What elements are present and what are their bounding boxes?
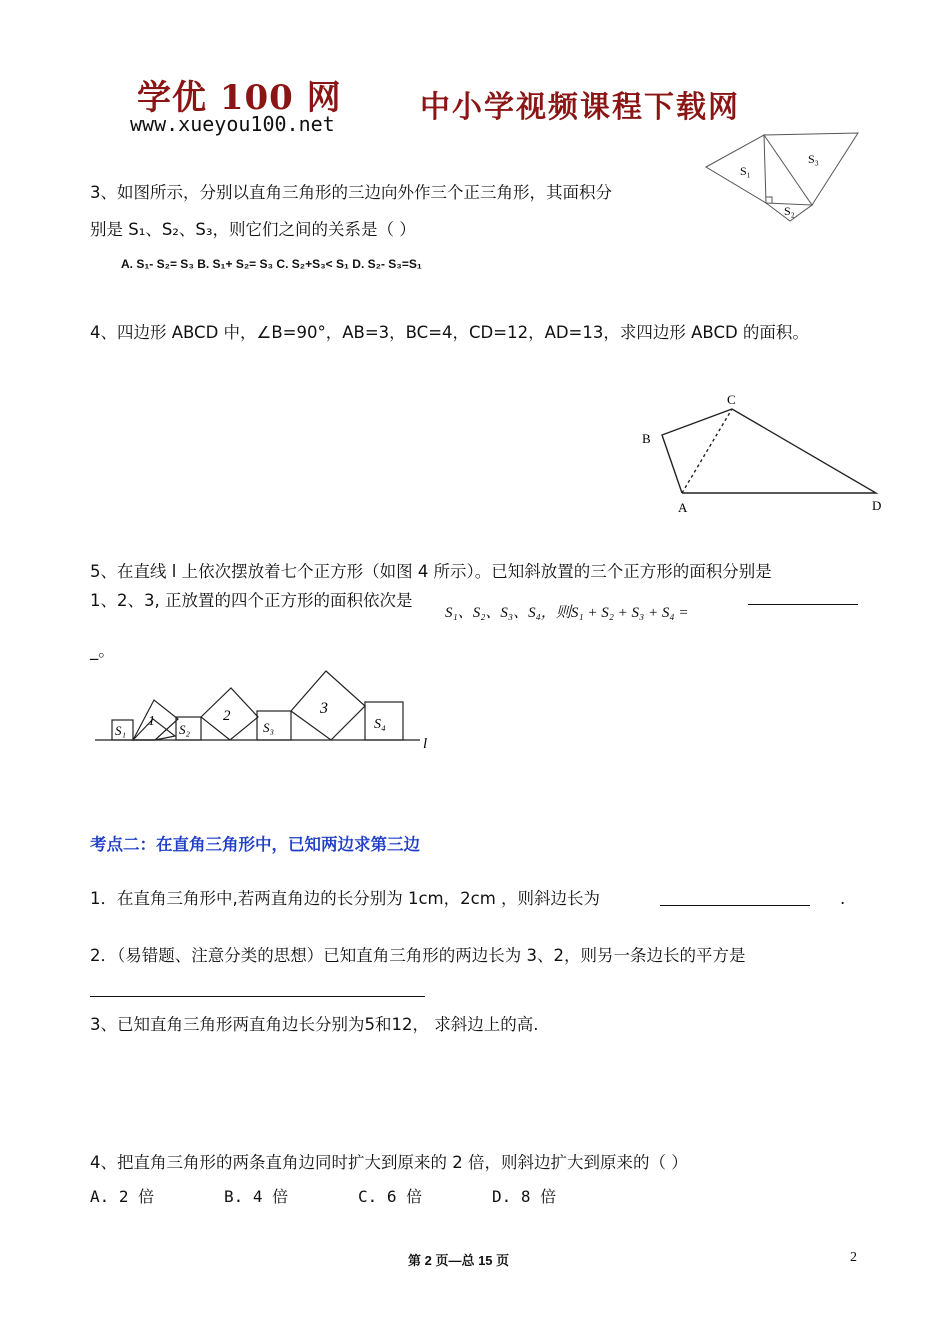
s2-q2-answer-blank[interactable] — [90, 996, 425, 997]
triangle-s1 — [706, 135, 766, 203]
section2-title: 考点二：在直角三角形中，已知两边求第三边 — [90, 835, 420, 854]
q5-line1: 5、在直线 l 上依次摆放着七个正方形（如图 4 所示）。已知斜放置的三个正方形的面积分别是 — [90, 562, 772, 581]
s2-q3: 3、已知直角三角形两直角边长分别为5和12， 求斜边上的高. — [90, 1015, 539, 1034]
label-s2: S₂ — [784, 204, 795, 218]
s2-q2: 2．（易错题、注意分类的思想）已知直角三角形的两边长为 3、2，则另一条边长的平方是 — [90, 946, 746, 965]
label-a: A — [678, 500, 688, 515]
site-title: 中小学视频课程下载网 — [420, 90, 740, 125]
q3-line2: 别是 S₁、S₂、S₃，则它们之间的关系是（ ） — [90, 220, 416, 239]
logo-text: 学优 100 网 — [137, 78, 342, 118]
logo-url: www.xueyou100.net — [130, 112, 335, 136]
q5-answer-blank[interactable] — [748, 604, 858, 605]
label-sq-s3: S₃ — [263, 720, 275, 735]
q5-formula: S₁、S₂、S₃、S₄，则S₁ + S₂ + S₃ + S₄ = — [445, 605, 689, 621]
label-sq-1: 1 — [148, 714, 155, 729]
label-sq-s1: S₁ — [115, 723, 127, 738]
q5-line2 — [90, 590, 412, 612]
s2-q4-option-b: B. 4 倍 — [224, 1187, 289, 1206]
diagonal-ac — [682, 409, 732, 493]
label-sq-s4: S₄ — [374, 717, 386, 732]
q5-squares-figure — [90, 662, 440, 752]
label-s1: S₁ — [740, 164, 751, 178]
triangle-s3 — [764, 133, 858, 205]
s2-q4-option-d: D. 8 倍 — [492, 1187, 557, 1206]
label-d: D — [872, 498, 882, 513]
label-line-l: l — [423, 736, 428, 752]
label-sq-3: 3 — [320, 700, 328, 717]
label-sq-s2: S₂ — [179, 722, 191, 737]
q4-quadrilateral-figure — [630, 385, 890, 520]
footer-text: 第 2 页—总 15 页 — [408, 1253, 510, 1268]
s2-q1: 1．在直角三角形中,若两直角边的长分别为 1cm，2cm ，则斜边长为 — [90, 889, 601, 908]
q3-line1: 3、如图所示，分别以直角三角形的三边向外作三个正三角形，其面积分 — [90, 183, 612, 202]
label-sq-2: 2 — [223, 708, 231, 724]
q3-options: A. S₁- S₂= S₃ B. S₁+ S₂= S₃ C. S₂+S₃< S₁ D. S₂- S₃=S₁ — [121, 257, 422, 271]
tilted-square-3 — [291, 671, 365, 740]
right-angle-mark — [766, 197, 772, 203]
s2-q4-option-a: A. 2 倍 — [90, 1187, 155, 1206]
s2-q4: 4、把直角三角形的两条直角边同时扩大到原来的 2 倍，则斜边扩大到原来的（ ） — [90, 1153, 688, 1172]
label-s3: S₃ — [808, 152, 819, 166]
s2-q1-end: . — [840, 889, 846, 908]
q5-line2-prefix: 1、2、3, 正放置的四个正方形的面积依次是 — [90, 591, 413, 610]
s2-q1-answer-blank[interactable] — [660, 905, 810, 906]
label-c: C — [727, 392, 736, 407]
page-number: 2 — [850, 1250, 857, 1265]
q5-line3: _。 — [90, 641, 115, 660]
tilted-square-1-outline — [133, 700, 178, 740]
s2-q4-option-c: C. 6 倍 — [358, 1187, 423, 1206]
quadrilateral-abcd — [662, 409, 876, 493]
label-b: B — [642, 431, 651, 446]
q3-triangle-figure — [700, 125, 865, 225]
q4-text: 4、四边形 ABCD 中，∠B=90°，AB=3，BC=4，CD=12，AD=13，求四边形 ABCD 的面积。 — [90, 323, 809, 342]
